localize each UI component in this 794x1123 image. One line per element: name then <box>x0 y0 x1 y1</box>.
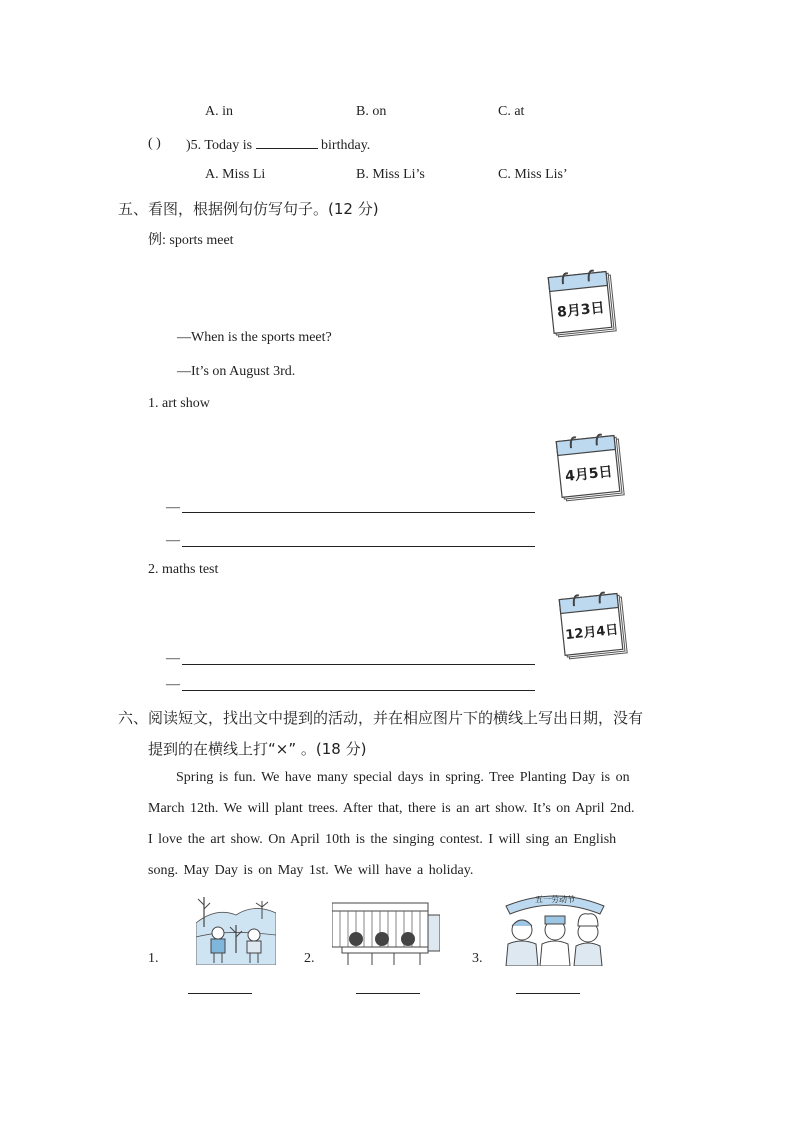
answer-paren: ( ) <box>148 136 161 151</box>
example-question: —When is the sports meet? <box>177 330 332 345</box>
section6-title-line2: 提到的在横线上打“×” 。(18 分) <box>148 740 367 758</box>
picture1-answer-line[interactable] <box>188 993 252 994</box>
section6-title-line1: 六、阅读短文，找出文中提到的活动，并在相应图片下的横线上写出日期，没有 <box>118 709 644 727</box>
item1-dash-2: — <box>166 533 180 548</box>
picture2-number: 2. <box>304 951 315 966</box>
item1-answer-line-1[interactable] <box>182 512 535 513</box>
reading-passage <box>148 762 676 886</box>
passage-line-4: song. May Day is on May 1st. We will have a holiday. <box>148 863 474 878</box>
classroom-picture-icon <box>332 901 440 965</box>
q5-prefix: )5. Today is <box>186 138 253 153</box>
q5-option-a: A. Miss Li <box>205 167 266 182</box>
q5-sentence <box>186 136 370 154</box>
example-label: 例: sports meet <box>148 233 234 248</box>
calendar-icon-example <box>545 262 623 340</box>
tree-planting-picture-icon <box>196 893 276 965</box>
calendar-icon-1 <box>553 426 631 504</box>
picture2-answer-line[interactable] <box>356 993 420 994</box>
item2-answer-line-2[interactable] <box>182 690 535 691</box>
q5-option-c: C. Miss Lis’ <box>498 167 568 182</box>
item1-dash-1: — <box>166 500 180 515</box>
calendar2-date: 12月4日 <box>564 622 620 644</box>
calendar-example-date: 8月3日 <box>556 299 606 321</box>
example-answer: —It’s on August 3rd. <box>177 364 296 379</box>
item2-label: 2. maths test <box>148 562 219 577</box>
calendar1-date: 4月5日 <box>564 463 614 485</box>
picture3-number: 3. <box>472 951 483 966</box>
option-a-prev: A. in <box>205 104 233 119</box>
item2-dash-1: — <box>166 651 180 666</box>
item2-dash-2: — <box>166 677 180 692</box>
passage-line-3: I love the art show. On April 10th is the singing contest. I will sing an English <box>148 832 617 847</box>
workers-picture-icon <box>500 888 610 966</box>
item1-label: 1. art show <box>148 396 210 411</box>
item2-answer-line-1[interactable] <box>182 664 535 665</box>
section5-title: 五、看图，根据例句仿写句子。(12 分) <box>118 200 379 218</box>
option-c-prev: C. at <box>498 104 525 119</box>
q5-blank[interactable] <box>256 136 318 149</box>
q5-option-b: B. Miss Li’s <box>356 167 425 182</box>
q5-suffix: birthday. <box>321 138 371 153</box>
calendar-icon-2 <box>556 584 634 662</box>
picture1-number: 1. <box>148 951 159 966</box>
passage-line-1: Spring is fun. We have many special days in spring. Tree Planting Day is on <box>176 770 630 785</box>
passage-line-2: March 12th. We will plant trees. After that, there is an art show. It’s on April 2nd. <box>148 801 635 816</box>
picture3-answer-line[interactable] <box>516 993 580 994</box>
option-b-prev: B. on <box>356 104 387 119</box>
item1-answer-line-2[interactable] <box>182 546 535 547</box>
mayday-banner-text: 五一劳动节 <box>535 895 575 904</box>
